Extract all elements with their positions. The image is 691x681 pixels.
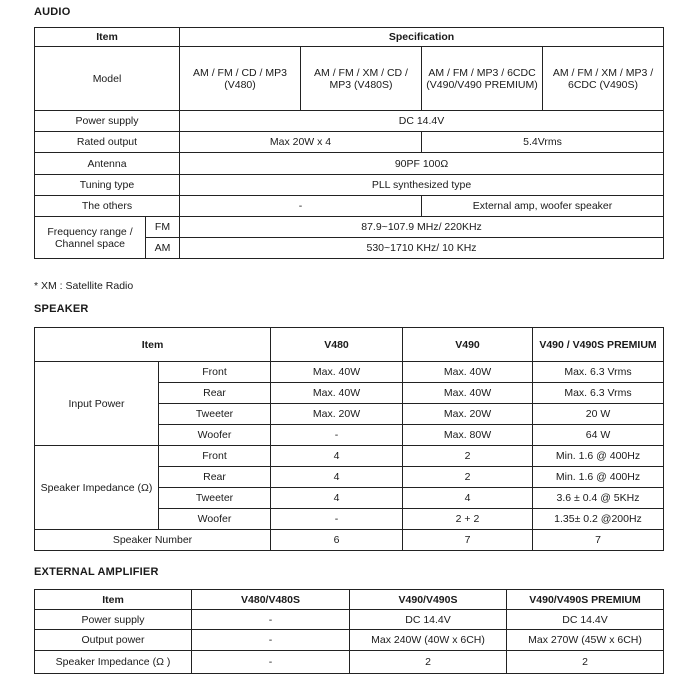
audio-col-spec: Specification bbox=[180, 28, 664, 47]
am-value: 530~1710 KHz/ 10 KHz bbox=[180, 238, 664, 259]
others-value: - bbox=[180, 196, 422, 217]
model-cell: AM / FM / XM / MP3 / 6CDC (V490S) bbox=[543, 47, 664, 111]
audio-table bbox=[34, 27, 664, 259]
speaker-col-item: Item bbox=[35, 328, 271, 362]
amp-heading: EXTERNAL AMPLIFIER bbox=[34, 566, 159, 578]
speaker-col-v490: V490 bbox=[403, 328, 533, 362]
speaker-value: Max. 6.3 Vrms bbox=[533, 362, 664, 383]
amp-value: DC 14.4V bbox=[350, 610, 507, 630]
amp-value: Max 240W (40W x 6CH) bbox=[350, 630, 507, 651]
amp-row-label: Power supply bbox=[35, 610, 192, 630]
speaker-value: - bbox=[271, 509, 403, 530]
speaker-value: 1.35± 0.2 @200Hz bbox=[533, 509, 664, 530]
speaker-value: 4 bbox=[271, 488, 403, 509]
speaker-position: Rear bbox=[159, 467, 271, 488]
speaker-value: Max. 80W bbox=[403, 425, 533, 446]
xm-note: * XM : Satellite Radio bbox=[34, 280, 134, 292]
amp-table bbox=[34, 589, 664, 674]
input-power-label: Input Power bbox=[35, 362, 159, 446]
speaker-value: 4 bbox=[271, 446, 403, 467]
speaker-position: Woofer bbox=[159, 425, 271, 446]
speaker-number-label: Speaker Number bbox=[35, 530, 271, 551]
speaker-table bbox=[34, 327, 664, 551]
model-cell: AM / FM / CD / MP3 (V480) bbox=[180, 47, 301, 111]
speaker-value: Max. 6.3 Vrms bbox=[533, 383, 664, 404]
freq-label: Frequency range / Channel space bbox=[35, 217, 146, 259]
audio-heading: AUDIO bbox=[34, 6, 71, 18]
speaker-number-value: 6 bbox=[271, 530, 403, 551]
power-supply-value: DC 14.4V bbox=[180, 111, 664, 132]
speaker-heading: SPEAKER bbox=[34, 303, 89, 315]
fm-label: FM bbox=[146, 217, 180, 238]
amp-value: DC 14.4V bbox=[507, 610, 664, 630]
amp-row-label: Speaker Impedance (Ω ) bbox=[35, 651, 192, 674]
speaker-number-value: 7 bbox=[403, 530, 533, 551]
speaker-position: Tweeter bbox=[159, 488, 271, 509]
rated-output-value: 5.4Vrms bbox=[422, 132, 664, 153]
antenna-value: 90PF 100Ω bbox=[180, 153, 664, 175]
amp-value: - bbox=[192, 630, 350, 651]
am-label: AM bbox=[146, 238, 180, 259]
amp-value: Max 270W (45W x 6CH) bbox=[507, 630, 664, 651]
speaker-value: - bbox=[271, 425, 403, 446]
speaker-position: Front bbox=[159, 362, 271, 383]
speaker-value: 20 W bbox=[533, 404, 664, 425]
speaker-value: 4 bbox=[271, 467, 403, 488]
speaker-value: Max. 40W bbox=[403, 383, 533, 404]
speaker-value: Min. 1.6 @ 400Hz bbox=[533, 446, 664, 467]
speaker-value: Min. 1.6 @ 400Hz bbox=[533, 467, 664, 488]
audio-col-item: Item bbox=[35, 28, 180, 47]
rated-output-value: Max 20W x 4 bbox=[180, 132, 422, 153]
speaker-value: 2 bbox=[403, 467, 533, 488]
model-cell: AM / FM / MP3 / 6CDC (V490/V490 PREMIUM) bbox=[422, 47, 543, 111]
amp-col-item: Item bbox=[35, 590, 192, 610]
speaker-position: Tweeter bbox=[159, 404, 271, 425]
rated-output-label: Rated output bbox=[35, 132, 180, 153]
amp-col-a: V480/V480S bbox=[192, 590, 350, 610]
amp-col-c: V490/V490S PREMIUM bbox=[507, 590, 664, 610]
model-label: Model bbox=[35, 47, 180, 111]
speaker-value: 3.6 ± 0.4 @ 5KHz bbox=[533, 488, 664, 509]
model-cell: AM / FM / XM / CD / MP3 (V480S) bbox=[301, 47, 422, 111]
fm-value: 87.9~107.9 MHz/ 220KHz bbox=[180, 217, 664, 238]
speaker-number-value: 7 bbox=[533, 530, 664, 551]
speaker-value: Max. 40W bbox=[403, 362, 533, 383]
tuning-label: Tuning type bbox=[35, 175, 180, 196]
speaker-col-v480: V480 bbox=[271, 328, 403, 362]
speaker-value: Max. 40W bbox=[271, 362, 403, 383]
amp-value: 2 bbox=[507, 651, 664, 674]
speaker-col-v490s: V490 / V490S PREMIUM bbox=[533, 328, 664, 362]
amp-row-label: Output power bbox=[35, 630, 192, 651]
amp-value: - bbox=[192, 610, 350, 630]
speaker-position: Woofer bbox=[159, 509, 271, 530]
amp-value: - bbox=[192, 651, 350, 674]
impedance-label: Speaker Impedance (Ω) bbox=[35, 446, 159, 530]
power-supply-label: Power supply bbox=[35, 111, 180, 132]
others-value: External amp, woofer speaker bbox=[422, 196, 664, 217]
speaker-position: Front bbox=[159, 446, 271, 467]
speaker-value: Max. 40W bbox=[271, 383, 403, 404]
speaker-position: Rear bbox=[159, 383, 271, 404]
speaker-value: 64 W bbox=[533, 425, 664, 446]
speaker-value: 2 bbox=[403, 446, 533, 467]
antenna-label: Antenna bbox=[35, 153, 180, 175]
tuning-value: PLL synthesized type bbox=[180, 175, 664, 196]
speaker-value: Max. 20W bbox=[403, 404, 533, 425]
speaker-value: 2 + 2 bbox=[403, 509, 533, 530]
speaker-value: Max. 20W bbox=[271, 404, 403, 425]
others-label: The others bbox=[35, 196, 180, 217]
amp-col-b: V490/V490S bbox=[350, 590, 507, 610]
amp-value: 2 bbox=[350, 651, 507, 674]
speaker-value: 4 bbox=[403, 488, 533, 509]
